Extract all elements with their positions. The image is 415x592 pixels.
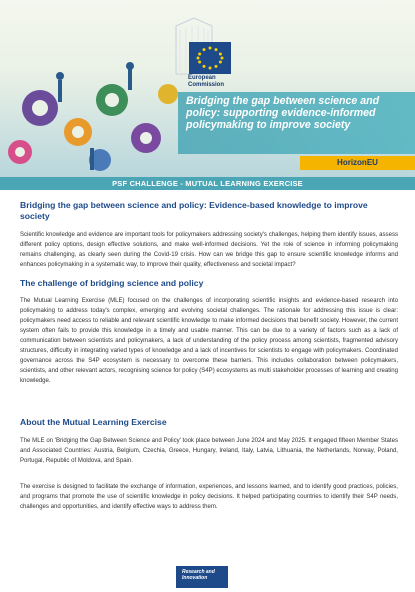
header-banner — [0, 0, 415, 178]
gears-illustration — [0, 60, 190, 178]
programme-badge: HorizonEU — [300, 156, 415, 170]
intro-paragraph: Scientific knowledge and evidence are important tools for policymakers addressing society's challenges, helping them identify issues, assess different policy options, design effective solutions, and make well-informed decisions. Yet the role of science in informing policymaking remains challenging, as clearly seen during the Covid-19 crisis. How can we bridge this gap to ensure scientific knowledge informs and enhances policymaking in a systematic way, to improve their quality, effectiveness and societal impact? — [20, 232, 398, 268]
badge-line-1: Research and — [182, 569, 215, 575]
intro-heading: Bridging the gap between science and policy: Evidence-based knowledge to improve society — [20, 200, 368, 221]
challenge-paragraph: The Mutual Learning Exercise (MLE) focused on the challenges of incorporating scientific insights and evidence-based research into policymaking to address today's complex, emerging and evolving societal challenges. The rationale for addressing this issue is clear: policymakers need access to reliable and relevant scientific knowledge to make informed decisions that benefit society. However, the current system often fails to provide this knowledge in a timely and usable manner. This can be due to a variety of factors such as a lack of communication between scientists and policymakers, a lack of understanding of the policy process among scientists, fragmented advisory structures, difficulty in integrating varied types of knowledge and a lack of incentives for scientists to engage with policymakers. Coordinated governance across the S4P ecosystem is necessary to overcome these barriers. This includes collaboration between policymakers, scientists, and other relevant actors, recognising science for policy (S4P) ecosystems as multi stakeholder processes of learning and creating knowledge. — [20, 298, 398, 384]
section-band: PSF CHALLENGE - MUTUAL LEARNING EXERCISE — [0, 177, 415, 190]
badge-line-2: Innovation — [182, 575, 208, 581]
org-line-1: European — [188, 75, 216, 81]
org-line-2: Commission — [188, 82, 225, 88]
about-paragraph-1: The MLE on 'Bridging the Gap Between Science and Policy' took place between June 2024 and May 2025. It engaged fifteen Member States and Associated Countries: Austria, Belgium, Czechia, Greece, Hungary, Ireland, Italy, Latvia, Lithuania, the Netherlands, Norway, Poland, Portugal, Republic of Moldova, and Spain. — [20, 438, 398, 464]
research-innovation-badge — [176, 566, 228, 588]
organisation-name — [188, 75, 224, 89]
about-paragraph-2: The exercise is designed to facilitate the exchange of information, experiences, and lessons learned, and to identify good practices, policies, and programs that promote the use of scientific knowledge in policy decisions. It helped participating countries to identify their S4P needs, challenges and opportunities, and identify effective ways to address them. — [20, 484, 398, 510]
challenge-heading: The challenge of bridging science and policy — [20, 278, 204, 288]
about-heading: About the Mutual Learning Exercise — [20, 417, 167, 427]
page-title: Bridging the gap between science and policy: supporting evidence-informed policymaking to improve society — [186, 95, 380, 131]
